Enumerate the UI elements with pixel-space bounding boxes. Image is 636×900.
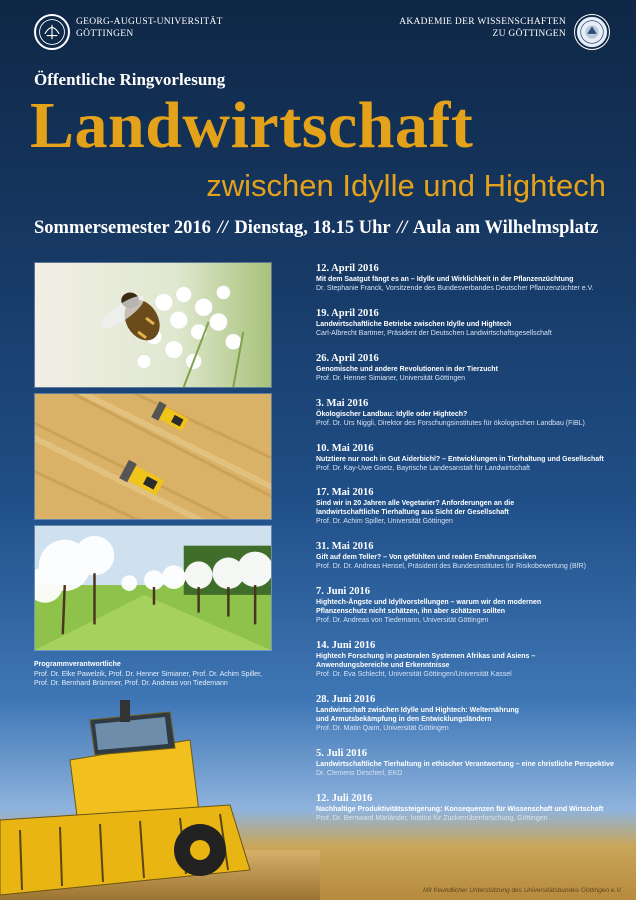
semester-text: Sommersemester 2016 (34, 218, 211, 238)
lecture-title: Hightech Forschung in pastoralen Systemen Afrikas und Asiens – (316, 653, 536, 661)
poster-subtitle: zwischen Idylle und Hightech (206, 168, 606, 203)
lecture-date: 7. Juni 2016 (316, 586, 370, 598)
lecture-item (316, 585, 622, 626)
lecture-date: 14. Juni 2016 (316, 640, 376, 652)
academy-seal-icon (574, 14, 610, 50)
lecture-date: 3. Mai 2016 (316, 397, 369, 409)
lecture-title: Mit dem Saatgut fängt es an – Idylle und Wirklichkeit in der Pflanzenzüchtung (316, 276, 574, 283)
lecture-date: 28. Juni 2016 (316, 694, 376, 706)
program-responsible (34, 660, 279, 689)
orchard-photo (34, 525, 272, 651)
lecture-item (316, 639, 622, 680)
university-logo (34, 14, 70, 50)
separator: // (217, 218, 228, 238)
lecture-title: und Armutsbekämpfung in den Entwicklungsländern (316, 716, 492, 724)
lecture-title: Genomische und andere Revolutionen in der Tierzucht (316, 365, 498, 373)
lecture-speaker: Prof. Dr. Andreas von Tiedemann, Universität Göttingen (316, 617, 489, 625)
combine-harvester-image (0, 700, 320, 900)
lecture-date: 10. Mai 2016 (316, 442, 374, 454)
responsible-label: Programmverantwortliche (34, 661, 121, 668)
lecture-title: Ökologischer Landbau: Idylle oder Hightech? (316, 410, 468, 418)
lecture-item (316, 352, 622, 384)
poster-title: Landwirtschaft (30, 89, 474, 162)
lecture-title: Landwirtschaftliche Betriebe zwischen Idylle und Hightech (316, 320, 512, 328)
header (0, 0, 636, 62)
academy-name: AKADEMIE DER WISSENSCHAFTEN ZU GÖTTINGEN (399, 17, 566, 39)
lecture-title: landwirtschaftliche Tierhaltung aus Sicht der Gesellschaft (316, 509, 509, 517)
lecture-item (316, 747, 622, 779)
lecture-speaker: Prof. Dr. Bernward Märländer, Institut für Zuckerrübenforschung, Göttingen (316, 814, 548, 822)
lecture-speaker: Prof. Dr. Kay-Uwe Goetz, Bayrische Landesanstalt für Landwirtschaft (316, 464, 530, 472)
lecture-title: Hightech-Ängste und Idyllvorstellungen – warum wir den modernen (316, 599, 542, 607)
lecture-title: Landwirtschaft zwischen Idylle und Hightech: Welternährung (316, 707, 519, 715)
lecture-title: Nutztiere nur noch in Gut Aiderbichl? – Entwicklungen in Tierhaltung und Gesellschaft (316, 455, 604, 463)
responsible-line: Prof. Dr. Bernhard Brümmer, Prof. Dr. Andreas von Tiedemann (34, 680, 228, 687)
time-text: Dienstag, 18.15 Uhr (234, 218, 391, 238)
university-name: GEORG-AUGUST-UNIVERSITÄT GÖTTINGEN (76, 17, 223, 39)
lecture-speaker: Prof. Dr. Dr. Andreas Hensel, Präsident des Bundesinstitutes für Risikobewertung (BfR) (316, 563, 587, 571)
lecture-speaker: Prof. Dr. Matin Qaim, Universität Göttingen (316, 725, 449, 733)
kicker-text: Öffentliche Ringvorlesung (34, 70, 226, 89)
event-meta (34, 218, 598, 239)
lecture-title: Sind wir in 20 Jahren alle Vegetarier? Anforderungen an die (316, 500, 515, 508)
lecture-date: 12. April 2016 (316, 263, 379, 274)
lecture-title: Nachhaltige Produktivitätssteigerung: Konsequenzen für Wissenschaft und Wirtschaft (316, 805, 604, 813)
responsible-line: Prof. Dr. Elke Pawelzik, Prof. Dr. Henner Simianer, Prof. Dr. Achim Spiller, (34, 670, 262, 678)
lecture-speaker: Carl-Albrecht Bartmer, Präsident der Deutschen Landwirtschaftsgesellschaft (316, 329, 552, 337)
place-text: Aula am Wilhelmsplatz (412, 218, 599, 238)
lecture-item (316, 540, 622, 572)
lecture-speaker: Prof. Dr. Henner Simianer, Universität Göttingen (316, 374, 466, 382)
lecture-date: 5. Juli 2016 (316, 747, 368, 759)
lecture-item (316, 486, 622, 527)
lecture-date: 26. April 2016 (316, 352, 379, 364)
harvest-photo (34, 393, 272, 520)
lecture-item (316, 307, 622, 339)
lecture-item (316, 442, 622, 474)
lecture-date: 31. Mai 2016 (316, 541, 374, 553)
lecture-list (316, 262, 622, 837)
lecture-date: 19. April 2016 (316, 307, 379, 319)
lecture-item (316, 693, 622, 734)
lecture-speaker: Dr. Stephanie Franck, Vorsitzende des Bundesverbandes Deutscher Pflanzenzüchter e.V. (316, 285, 594, 292)
lecture-item (316, 397, 622, 429)
sponsor-note: Mit freundlicher Unterstützung des Universitätsbundes Göttingen e.V. (423, 887, 622, 894)
lecture-title: Anwendungsbereiche und Erkenntnisse (316, 662, 450, 670)
separator: // (396, 218, 408, 238)
lecture-speaker: Prof. Dr. Urs Niggli, Direktor des Forschungsinstitutes für ökologischen Landbau (FiBL) (316, 419, 585, 427)
lecture-title: Gift auf dem Teller? – Von gefühlten und realen Ernährungsrisiken (316, 554, 537, 562)
lecture-item (316, 262, 622, 294)
bee-photo (34, 262, 272, 388)
lecture-item (316, 792, 622, 824)
lecture-speaker: Dr. Clemens Dirscherl, EKD (316, 769, 403, 777)
lecture-title: Landwirtschaftliche Tierhaltung in ethischer Verantwortung – eine christliche Perspektive (316, 760, 614, 768)
lecture-speaker: Prof. Dr. Achim Spiller, Universität Göttingen (316, 518, 453, 526)
lecture-date: 17. Mai 2016 (316, 487, 374, 499)
lecture-date: 12. Juli 2016 (316, 792, 373, 804)
lecture-speaker: Prof. Dr. Eva Schlecht, Universität Göttingen/Universität Kassel (316, 671, 512, 679)
lecture-title: Pflanzenschutz nicht schätzen, ihn aber schätzen sollten (316, 608, 506, 616)
